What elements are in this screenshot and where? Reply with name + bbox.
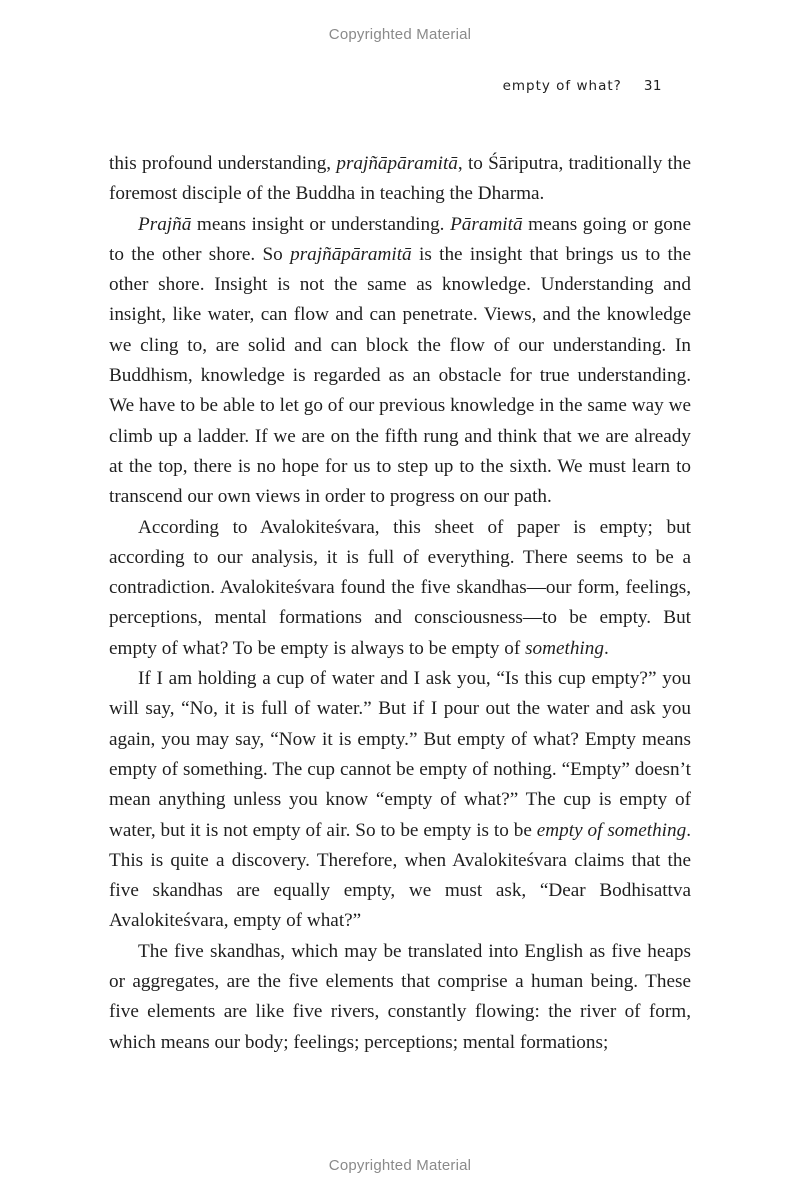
copyright-watermark-bottom: Copyrighted Material — [328, 1157, 472, 1174]
copyright-watermark-top: Copyrighted Material — [328, 26, 472, 43]
italic-term: Pāramitā — [450, 213, 523, 235]
text-segment: , to Śāriputra, traditionally the foremost disciple of the Buddha in teaching the Dharma. — [109, 153, 691, 205]
italic-term: prajñāpāramitā — [290, 243, 412, 265]
running-header — [503, 78, 662, 94]
italic-term: Prajñā — [138, 213, 192, 235]
body-text — [109, 149, 691, 1058]
text-segment: means insight or understanding. — [191, 213, 451, 235]
text-segment: The five skandhas, which may be translated into English as five heaps or aggregates, are the five elements that comprise a human being. These five elements are like five rivers, constantly flowing: the river of form, which means our body; feelings; perceptions; mental formations; — [109, 940, 691, 1053]
text-segment: means going or gone to the other shore. So — [109, 213, 691, 265]
text-segment: According to Avalokiteśvara, this sheet of paper is empty; but according to our analysis, it is full of everything. There seems to be a contradiction. Avalokiteśvara found the five skandhas—our form, feelings, perceptions, mental formations and consciousness—to be empty. But empty of what? To be empty is always to be empty of — [109, 516, 691, 659]
paragraph-4 — [109, 664, 691, 937]
text-segment: . — [603, 637, 609, 659]
text-segment: this profound understanding, — [109, 153, 337, 174]
text-segment: is the insight that brings us to the other shore. Insight is not the same as knowledge. Understanding and insight, like water, can flow and can penetrate. Views, and the knowledge we cling to, are solid and can block the flow of our understanding. In Buddhism, knowledge is regarded as an obstacle for true understanding. We have to be able to let go of our previous knowledge in the same way we climb up a ladder. If we are on the fifth rung and think that we are already at the top, there is no hope for us to step up to the sixth. We must learn to transcend our own views in order to progress on our path. — [109, 243, 691, 508]
italic-term: something — [525, 637, 604, 659]
paragraph-3 — [109, 513, 691, 664]
italic-term: empty of something — [536, 819, 687, 841]
paragraph-2 — [109, 210, 691, 513]
italic-term: prajñāpāramitā — [336, 153, 458, 174]
running-title: empty of what? — [502, 78, 622, 94]
text-segment: . This is quite a discovery. Therefore, when Avalokiteśvara claims that the five skandhas are equally empty, we must ask, “Dear Bodhisattva Avalokiteśvara, empty of what?” — [109, 819, 691, 932]
text-segment: If I am holding a cup of water and I ask you, “Is this cup empty?” you will say, “No, it is full of water.” But if I pour out the water and ask you again, you may say, “Now it is empty.” But empty of what? Empty means empty of something. The cup cannot be empty of nothing. “Empty” doesn’t mean anything unless you know “empty of what?” The cup is empty of water, but it is not empty of air. So to be empty is to be — [109, 668, 691, 841]
page-number: 31 — [643, 78, 662, 94]
paragraph-1 — [109, 149, 691, 210]
paragraph-5 — [109, 937, 691, 1058]
